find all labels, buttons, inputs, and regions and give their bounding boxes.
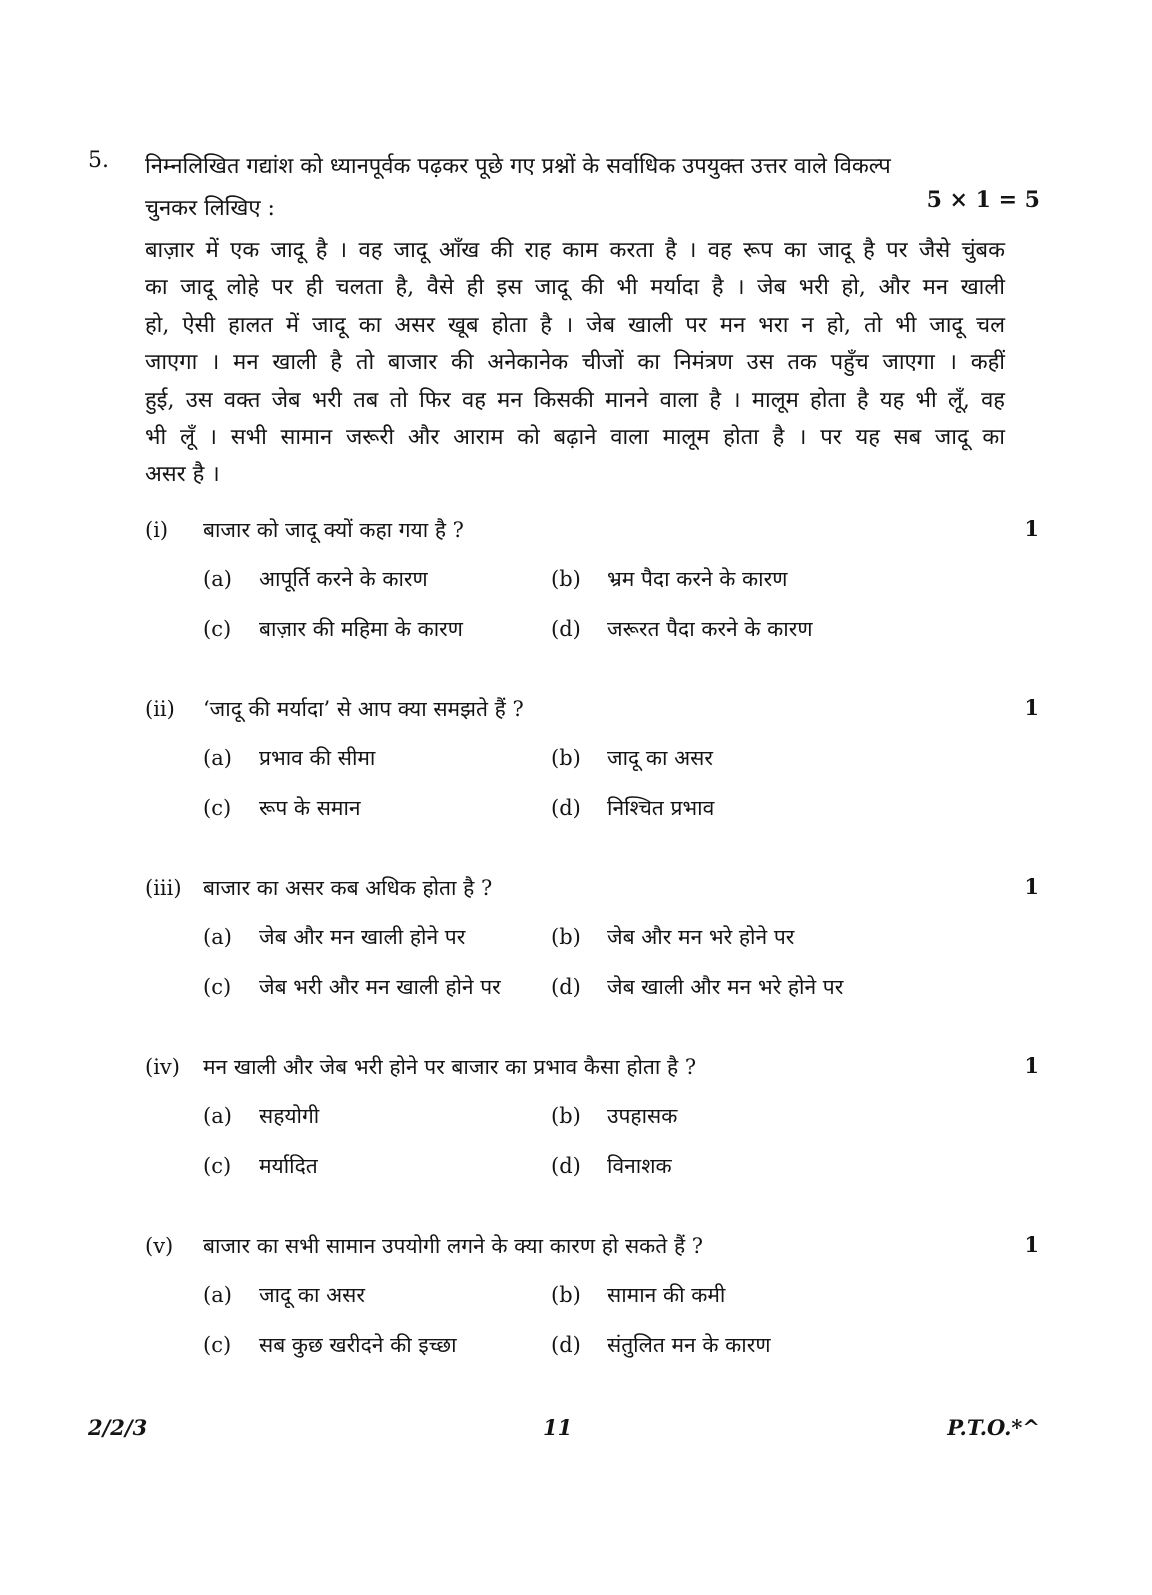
option-text: आपूर्ति करने के कारण xyxy=(259,567,428,591)
subquestion-mark: 1 xyxy=(1024,1232,1039,1257)
subquestion-text: बाजार का सभी सामान उपयोगी लगने के क्या कारण हो सकते हैं ? xyxy=(203,1234,704,1258)
option-label: (d) xyxy=(551,975,581,999)
instruction-line-2: चुनकर लिखिए : xyxy=(145,196,275,221)
passage-line: हुई, उस वक्त जेब भरी तब तो फिर वह मन किसकी मानने वाला है । मालूम होता है यह भी लूँ, वह xyxy=(145,387,1005,413)
passage-line: भी लूँ । सभी सामान जरूरी और आराम को बढ़ाने वाला मालूम होता है । पर यह सब जादू का xyxy=(145,425,1005,451)
option-text: प्रभाव की सीमा xyxy=(259,746,376,770)
option-text: बाज़ार की महिमा के कारण xyxy=(259,617,463,641)
passage-line: जाएगा । मन खाली है तो बाजार की अनेकानेक चीजों का निमंत्रण उस तक पहुँच जाएगा । कहीं xyxy=(145,350,1005,376)
option-label: (b) xyxy=(551,567,581,591)
subquestion-mark: 1 xyxy=(1024,516,1039,541)
question-instruction xyxy=(145,146,891,230)
option-label: (d) xyxy=(551,1333,581,1357)
subquestion-number: (iv) xyxy=(145,1055,180,1079)
question-number: 5. xyxy=(88,148,109,173)
subquestion-number: (iii) xyxy=(145,876,182,900)
option-label: (b) xyxy=(551,925,581,949)
option-label: (c) xyxy=(203,796,232,820)
option-a xyxy=(203,1102,319,1130)
option-text: जेब और मन भरे होने पर xyxy=(607,925,795,949)
instruction-line-1: निम्नलिखित गद्यांश को ध्यानपूर्वक पढ़कर पूछे गए प्रश्नों के सर्वाधिक उपयुक्त उत्तर वाले विकल्प xyxy=(145,154,891,179)
option-d xyxy=(551,794,714,822)
option-text: विनाशक xyxy=(607,1154,672,1178)
option-label: (d) xyxy=(551,617,581,641)
option-b xyxy=(551,923,794,951)
subquestion-number: (v) xyxy=(145,1234,174,1258)
option-c xyxy=(203,794,361,822)
option-label: (c) xyxy=(203,1333,232,1357)
subquestion-3 xyxy=(145,874,492,902)
option-a xyxy=(203,923,465,951)
subquestion-text: मन खाली और जेब भरी होने पर बाजार का प्रभाव कैसा होता है ? xyxy=(203,1055,697,1079)
subquestion-1 xyxy=(145,516,464,544)
option-text: सामान की कमी xyxy=(607,1283,726,1307)
option-c xyxy=(203,615,463,643)
option-a xyxy=(203,744,375,772)
option-text: भ्रम पैदा करने के कारण xyxy=(607,567,788,591)
subquestion-number: (i) xyxy=(145,518,169,542)
subquestion-mark: 1 xyxy=(1024,1053,1039,1078)
option-b xyxy=(551,1281,725,1309)
option-text: जरूरत पैदा करने के कारण xyxy=(607,617,813,641)
option-d xyxy=(551,615,813,643)
subquestion-number: (ii) xyxy=(145,697,175,721)
option-label: (c) xyxy=(203,1154,232,1178)
passage-line: बाज़ार में एक जादू है । वह जादू आँख की राह काम करता है । वह रूप का जादू है पर जैसे चुंबक xyxy=(145,238,1005,263)
option-label: (b) xyxy=(551,746,581,770)
option-label: (a) xyxy=(203,567,232,591)
option-text: जेब खाली और मन भरे होने पर xyxy=(607,975,844,999)
passage xyxy=(145,232,1005,494)
option-text: उपहासक xyxy=(607,1104,678,1128)
option-a xyxy=(203,565,428,593)
option-c xyxy=(203,1331,457,1359)
option-label: (a) xyxy=(203,925,232,949)
subquestion-4 xyxy=(145,1053,696,1081)
option-c xyxy=(203,1152,318,1180)
option-text: मर्यादित xyxy=(259,1154,318,1178)
subquestion-text: ‘जादू की मर्यादा’ से आप क्या समझते हैं ? xyxy=(203,697,524,721)
option-d xyxy=(551,1331,771,1359)
paper-code: 2/2/3 xyxy=(88,1415,148,1440)
option-text: रूप के समान xyxy=(259,796,361,820)
option-b xyxy=(551,565,787,593)
subquestion-mark: 1 xyxy=(1024,874,1039,899)
subquestion-text: बाजार को जादू क्यों कहा गया है ? xyxy=(203,518,464,542)
option-text: जादू का असर xyxy=(607,746,713,770)
subquestion-5 xyxy=(145,1232,703,1260)
option-d xyxy=(551,973,843,1001)
subquestion-2 xyxy=(145,695,524,723)
question-marks: 5 × 1 = 5 xyxy=(926,187,1040,213)
option-label: (b) xyxy=(551,1104,581,1128)
option-b xyxy=(551,1102,677,1130)
option-label: (a) xyxy=(203,1104,232,1128)
option-label: (d) xyxy=(551,1154,581,1178)
passage-line: का जादू लोहे पर ही चलता है, वैसे ही इस जादू की भी मर्यादा है । जेब भरी हो, और मन खाली xyxy=(145,275,1005,301)
passage-line: असर है । xyxy=(145,462,220,488)
option-text: जेब और मन खाली होने पर xyxy=(259,925,466,949)
option-text: सब कुछ खरीदने की इच्छा xyxy=(259,1333,457,1357)
option-text: जादू का असर xyxy=(259,1283,365,1307)
option-label: (c) xyxy=(203,617,232,641)
pto-label: P.T.O.*^ xyxy=(947,1415,1040,1440)
option-text: जेब भरी और मन खाली होने पर xyxy=(259,975,501,999)
option-a xyxy=(203,1281,365,1309)
passage-line: हो, ऐसी हालत में जादू का असर खूब होता है । जेब खाली पर मन भरा न हो, तो भी जादू चल xyxy=(145,312,1005,338)
option-label: (c) xyxy=(203,975,232,999)
subquestion-text: बाजार का असर कब अधिक होता है ? xyxy=(203,876,493,900)
option-b xyxy=(551,744,713,772)
option-label: (b) xyxy=(551,1283,581,1307)
subquestion-mark: 1 xyxy=(1024,695,1039,720)
option-d xyxy=(551,1152,672,1180)
option-c xyxy=(203,973,501,1001)
option-label: (a) xyxy=(203,746,232,770)
option-text: सहयोगी xyxy=(259,1104,320,1128)
option-text: निश्चित प्रभाव xyxy=(607,796,715,820)
option-text: संतुलित मन के कारण xyxy=(607,1333,771,1357)
page-number: 11 xyxy=(543,1415,573,1440)
option-label: (a) xyxy=(203,1283,232,1307)
option-label: (d) xyxy=(551,796,581,820)
